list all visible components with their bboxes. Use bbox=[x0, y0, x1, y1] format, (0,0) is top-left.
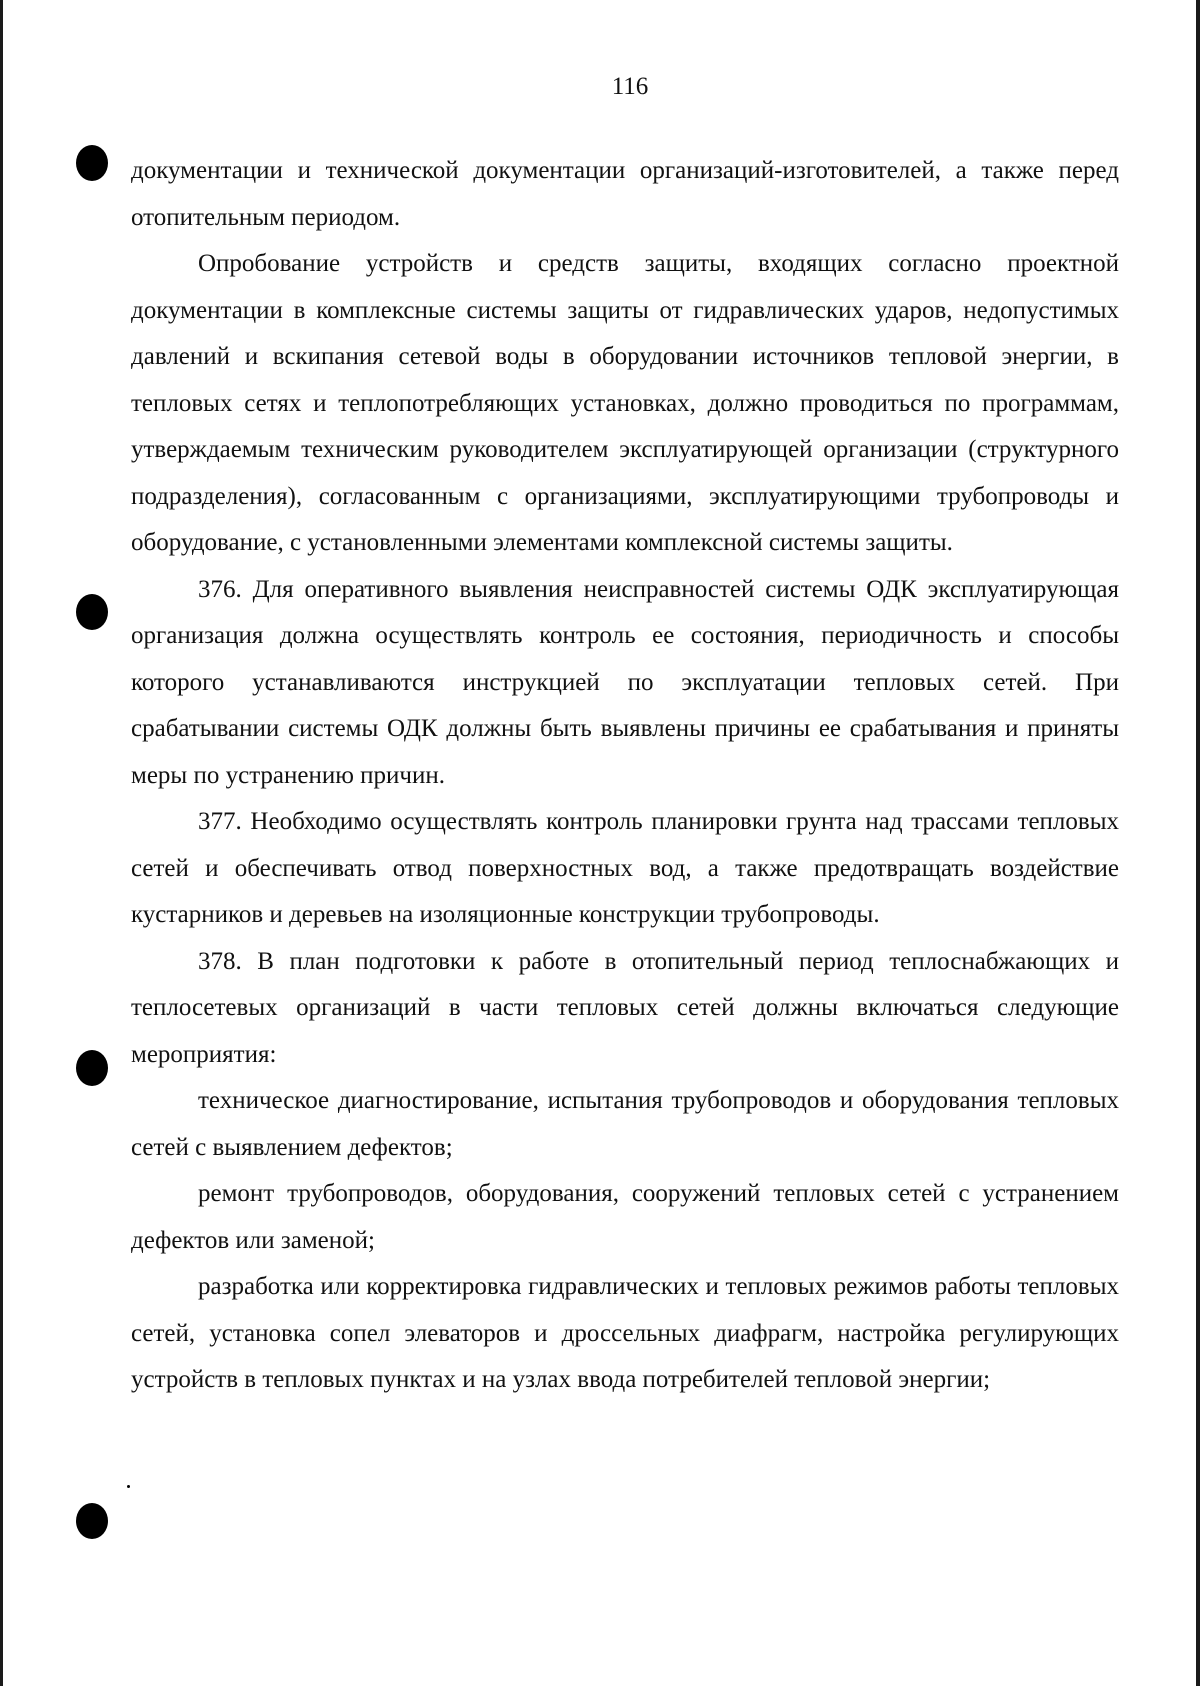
paragraph-377: 377. Необходимо осуществлять контроль планировки грунта над трассами тепловых сетей и обеспечивать отвод поверхностных вод, а также предотвращать воздействие кустарников и деревьев на изоляционные конструкции трубопроводы. bbox=[131, 808, 1119, 928]
paragraph-testing-protection: Опробование устройств и средств защиты, входящих согласно проектной документации в комплексные системы защиты от гидравлических ударов, недопустимых давлений и вскипания сетевой воды в оборудовании источников тепловой энергии, в тепловых сетях и теплопотребляющих установках, должно проводиться по программам, утверждаемым техническим руководителем эксплуатирующей организации (структурного подразделения), согласованным с организациями, эксплуатирующими трубопроводы и оборудование, с установленными элементами комплексной системы защиты. bbox=[131, 250, 1119, 556]
list-item-hydraulic-modes: разработка или корректировка гидравлических и тепловых режимов работы тепловых сетей, установка сопел элеваторов и дроссельных диафрагм, настройка регулирующих устройств в тепловых пунктах и на узлах ввода потребителей тепловой энергии; bbox=[131, 1273, 1119, 1393]
scan-edge-right bbox=[1196, 0, 1200, 1686]
list-item-diagnostics: техническое диагностирование, испытания трубопроводов и оборудования тепловых сетей с выявлением дефектов; bbox=[131, 1087, 1119, 1161]
punch-hole-3 bbox=[76, 1050, 108, 1086]
paragraph-continuation: документации и технической документации организаций-изготовителей, а также перед отопительным периодом. bbox=[131, 157, 1119, 231]
paragraph-378: 378. В план подготовки к работе в отопительный период теплоснабжающих и теплосетевых организаций в части тепловых сетей должны включаться следующие мероприятия: bbox=[131, 947, 1119, 1068]
body-text bbox=[131, 148, 1119, 1404]
paragraph-376: 376. Для оперативного выявления неисправностей системы ОДК эксплуатирующая организация должна осуществлять контроль ее состояния, периодичность и способы которого устанавливаются инструкцией по эксплуатации тепловых сетей. При срабатывании системы ОДК должны быть выявлены причины ее срабатывания и приняты меры по устранению причин. bbox=[131, 575, 1119, 789]
page-number: 116 bbox=[611, 73, 649, 100]
stray-mark bbox=[127, 1485, 130, 1488]
punch-hole-2 bbox=[76, 594, 108, 630]
punch-hole-1 bbox=[76, 145, 108, 181]
punch-hole-4 bbox=[76, 1503, 108, 1539]
list-item-repair: ремонт трубопроводов, оборудования, сооружений тепловых сетей с устранением дефектов или заменой; bbox=[131, 1180, 1119, 1254]
scan-edge-left bbox=[0, 0, 3, 1686]
